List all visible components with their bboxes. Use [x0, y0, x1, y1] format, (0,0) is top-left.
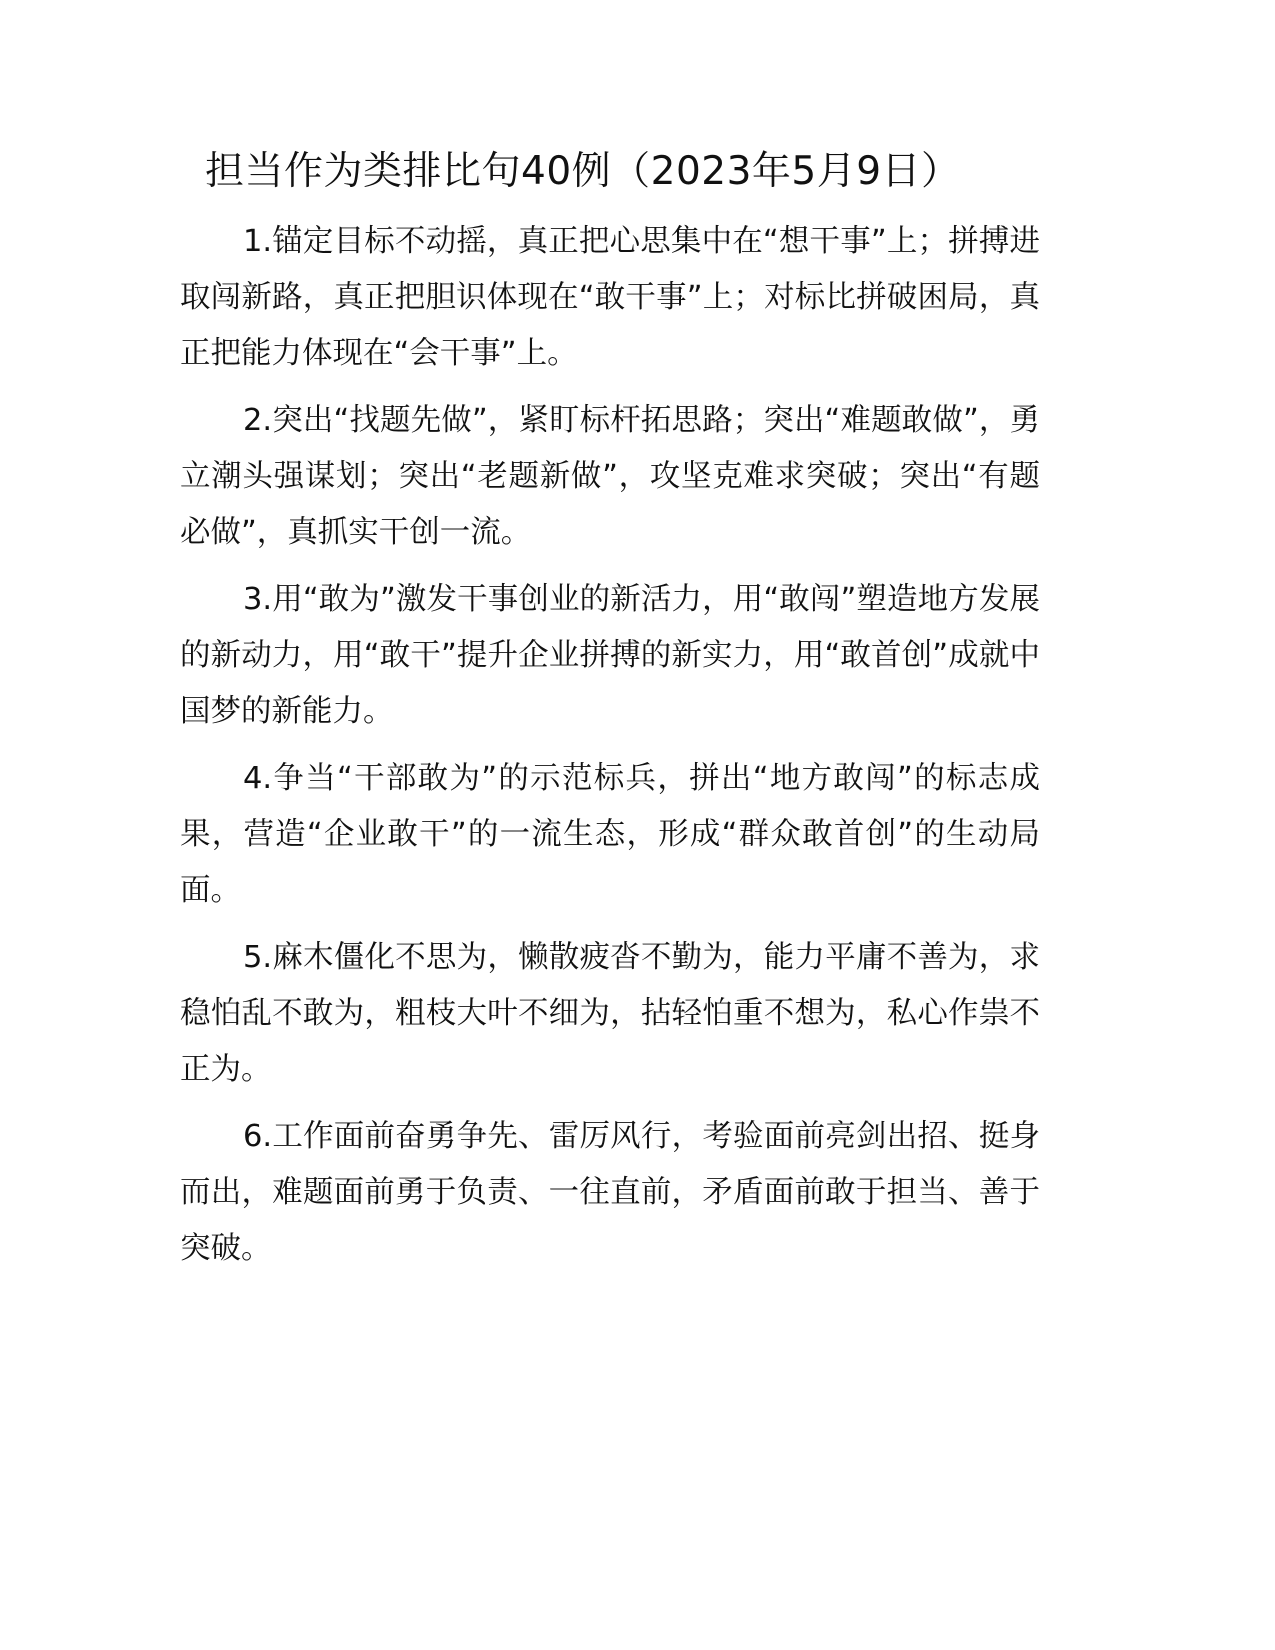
document-title: 担当作为类排比句40例（2023年5月9日） [205, 149, 961, 194]
paragraph-4: 4.争当“干部敢为”的示范标兵，拼出“地方敢闯”的标志成果，营造“企业敢干”的一流生态，形成“群众敢首创”的生动局面。 [180, 761, 1040, 908]
paragraph-3: 3.用“敢为”激发干事创业的新活力，用“敢闯”塑造地方发展的新动力，用“敢干”提升企业拼搏的新实力，用“敢首创”成就中国梦的新能力。 [180, 582, 1040, 729]
document-body [180, 214, 1040, 1288]
paragraph-6: 6.工作面前奋勇争先、雷厉风行，考验面前亮剑出招、挺身而出，难题面前勇于负责、一往直前，矛盾面前敢于担当、善于突破。 [180, 1119, 1040, 1266]
paragraph-2: 2.突出“找题先做”，紧盯标杆拓思路；突出“难题敢做”，勇立潮头强谋划；突出“老题新做”，攻坚克难求突破；突出“有题必做”，真抓实干创一流。 [180, 403, 1040, 550]
paragraph-1: 1.锚定目标不动摇，真正把心思集中在“想干事”上；拼搏进取闯新路，真正把胆识体现在“敢干事”上；对标比拼破困局，真正把能力体现在“会干事”上。 [180, 224, 1040, 371]
paragraph-5: 5.麻木僵化不思为，懒散疲沓不勤为，能力平庸不善为，求稳怕乱不敢为，粗枝大叶不细为，拈轻怕重不想为，私心作祟不正为。 [180, 940, 1040, 1087]
